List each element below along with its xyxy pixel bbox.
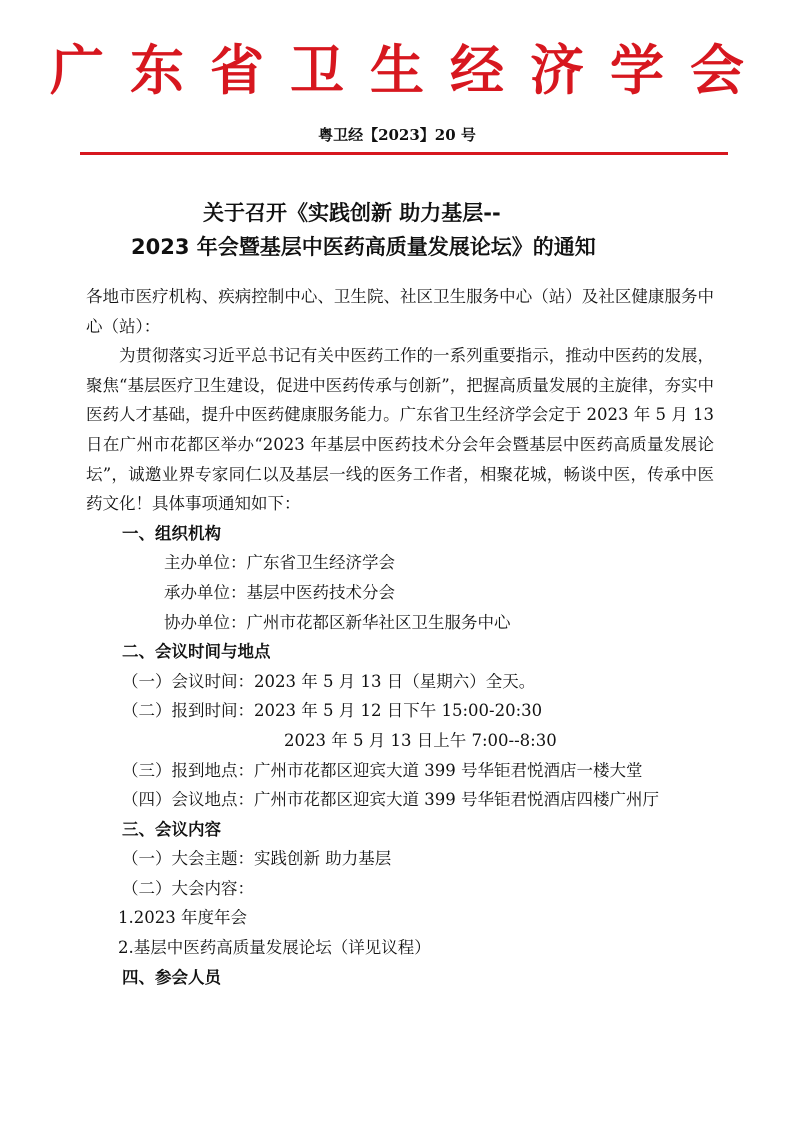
co-organizer-unit: 协办单位：广州市花都区新华社区卫生服务中心 <box>164 612 511 632</box>
notice-title <box>0 196 794 264</box>
letterhead-divider <box>80 152 728 155</box>
meeting-content-label: （二）大会内容： <box>122 878 254 898</box>
intro-paragraph: 为贯彻落实习近平总书记有关中医药工作的一系列重要指示，推动中医药的发展，聚焦“基层医疗卫生建设，促进中医药传承与创新”，把握高质量发展的主旋律，夯实中医药人才基础，提升中医药健康服务能力。广东省卫生经济学会定于 2023 年 5 月 13 日在广州市花都区举办“2023 年基层中医药技术分会年会暨基层中医药高质量发展论坛”，诚邀业界专家同仁以及基层一线的医务工作者，相聚花城，畅谈中医，传承中医药文化！具体事项通知如下： <box>86 346 714 514</box>
section-heading-attendees: 四、参会人员 <box>122 967 221 987</box>
meeting-place: （四）会议地点：广州市花都区迎宾大道 399 号华钜君悦酒店四楼广州厅 <box>122 790 659 810</box>
notice-body <box>86 282 714 992</box>
host-unit: 主办单位：广东省卫生经济学会 <box>164 553 395 573</box>
checkin-time-2: 2023 年 5 月 13 日上午 7:00--8:30 <box>284 730 557 750</box>
section-heading-organization: 一、组织机构 <box>122 523 221 543</box>
content-item-1: 1.2023 年度年会 <box>118 908 247 928</box>
content-item-2: 2.基层中医药高质量发展论坛（详见议程） <box>118 938 431 958</box>
salutation: 各地市医疗机构、疾病控制中心、卫生院、社区卫生服务中心（站）及社区健康服务中心（站）： <box>86 287 714 336</box>
meeting-theme: （一）大会主题：实践创新 助力基层 <box>122 849 392 869</box>
checkin-place: （三）报到地点：广州市花都区迎宾大道 399 号华钜君悦酒店一楼大堂 <box>122 760 643 780</box>
checkin-time-1: （二）报到时间：2023 年 5 月 12 日下午 15:00-20:30 <box>122 701 543 721</box>
document-number: 粤卫经【2023】20 号 <box>318 126 476 144</box>
section-heading-time-place: 二、会议时间与地点 <box>122 642 271 662</box>
notice-title-line-2: 2023 年会暨基层中医药高质量发展论坛》的通知 <box>131 235 596 259</box>
org-letterhead-title: 广东省卫生经济学会 <box>50 38 770 102</box>
organizer-unit: 承办单位：基层中医药技术分会 <box>164 582 395 602</box>
meeting-time: （一）会议时间：2023 年 5 月 13 日（星期六）全天。 <box>122 671 536 691</box>
section-heading-content: 三、会议内容 <box>122 819 221 839</box>
notice-title-line-1: 关于召开《实践创新 助力基层-- <box>203 201 501 225</box>
